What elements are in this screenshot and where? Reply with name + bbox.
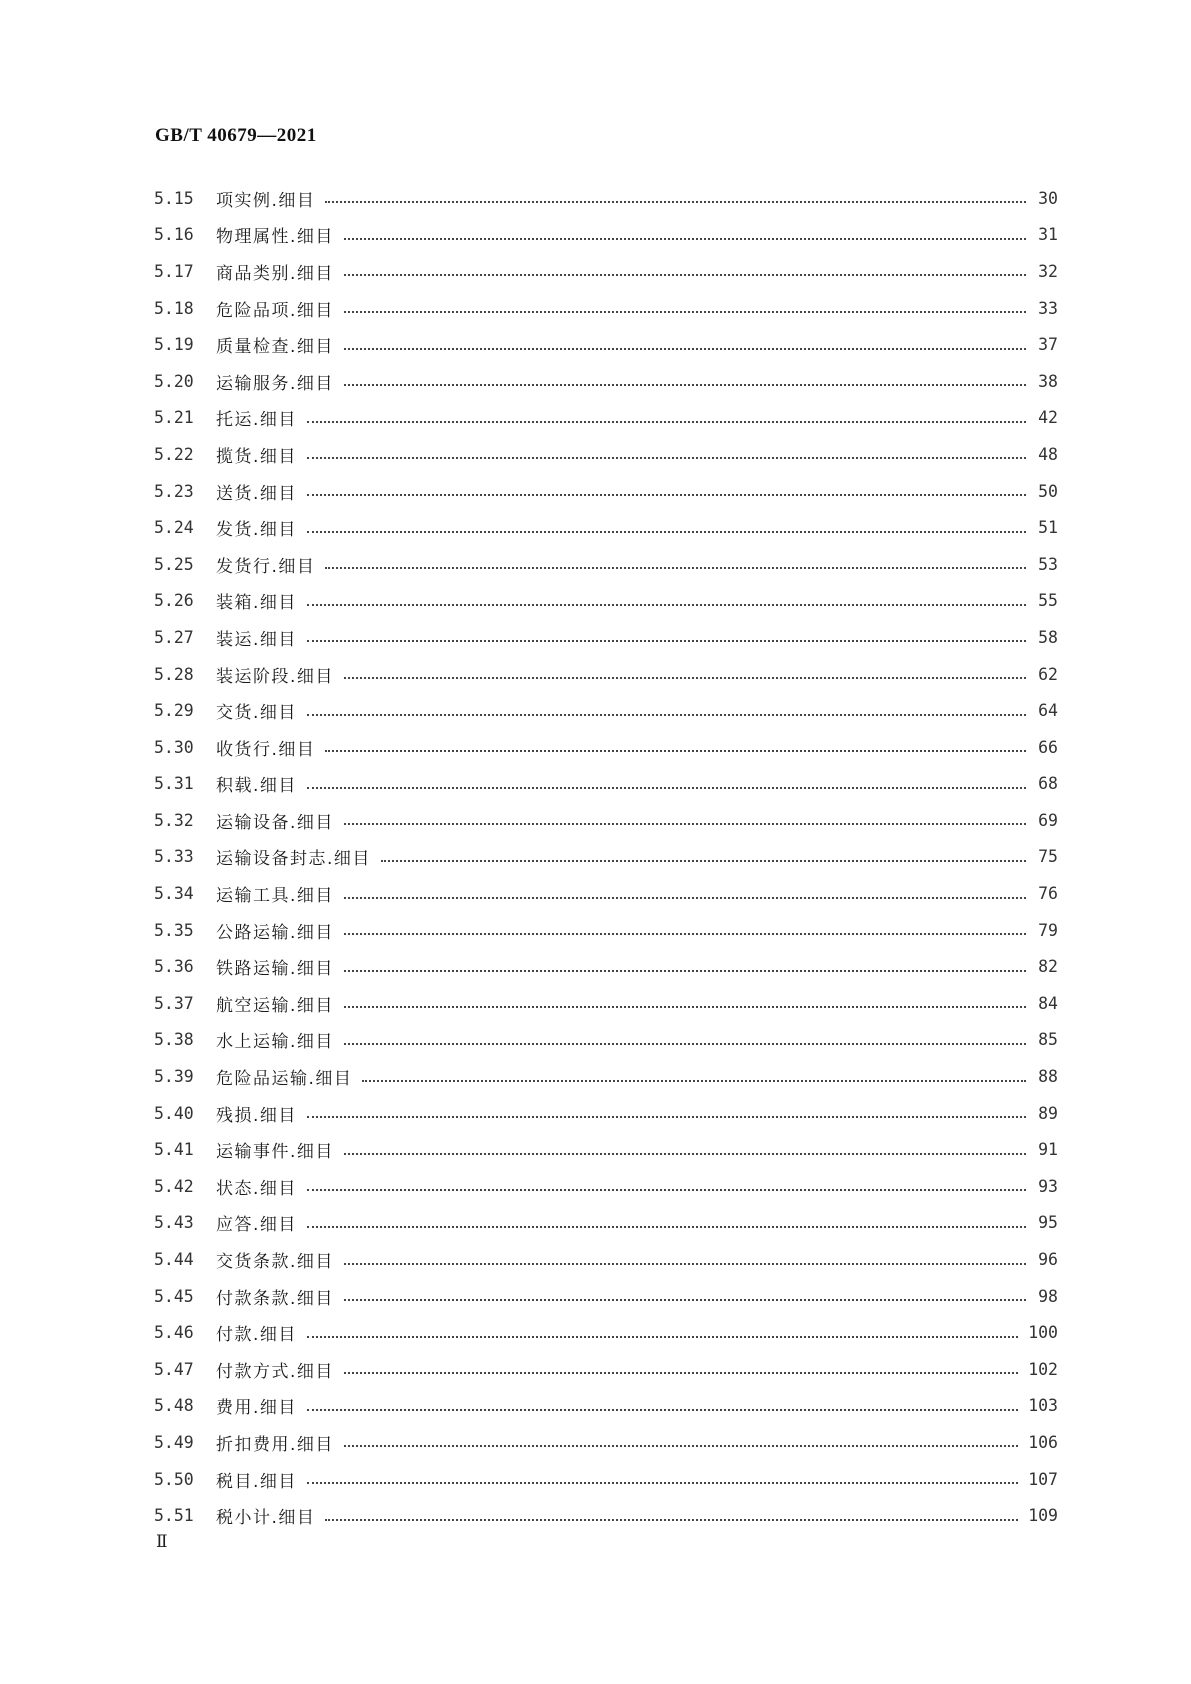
section-number: 5.32: [154, 810, 194, 830]
dot-leader: [325, 199, 1026, 203]
page-reference: 66: [1038, 737, 1058, 757]
section-number: 5.20: [154, 371, 194, 391]
toc-entry[interactable]: [154, 1131, 1058, 1168]
section-title: 送货.细目: [216, 483, 297, 504]
section-number: 5.46: [154, 1323, 194, 1343]
toc-entry[interactable]: [154, 583, 1058, 620]
dot-leader: [344, 895, 1026, 899]
section-number: 5.36: [154, 957, 194, 977]
section-number: 5.23: [154, 481, 194, 501]
section-number: 5.51: [154, 1506, 194, 1526]
section-number: 5.25: [154, 554, 194, 574]
section-title: 付款条款.细目: [216, 1288, 334, 1309]
dot-leader: [325, 565, 1026, 569]
section-title: 质量检查.细目: [216, 337, 334, 358]
page-reference: 93: [1038, 1176, 1058, 1196]
section-number: 5.18: [154, 298, 194, 318]
dot-leader: [325, 1517, 1018, 1521]
page-reference: 55: [1038, 591, 1058, 611]
page-reference: 50: [1038, 481, 1058, 501]
toc-entry[interactable]: [154, 1205, 1058, 1242]
section-title: 水上运输.细目: [216, 1032, 334, 1053]
dot-leader: [381, 858, 1026, 862]
dot-leader: [344, 272, 1026, 276]
section-title: 铁路运输.细目: [216, 959, 334, 980]
section-title: 费用.细目: [216, 1398, 297, 1419]
toc-entry[interactable]: [154, 1314, 1058, 1351]
section-number: 5.30: [154, 737, 194, 757]
section-number: 5.29: [154, 701, 194, 721]
section-number: 5.31: [154, 774, 194, 794]
standard-code-header: GB/T 40679—2021: [155, 125, 317, 146]
section-number: 5.50: [154, 1469, 194, 1489]
dot-leader: [307, 419, 1026, 423]
section-title: 商品类别.细目: [216, 263, 334, 284]
section-number: 5.44: [154, 1250, 194, 1270]
toc-entry[interactable]: [154, 1168, 1058, 1205]
section-number: 5.41: [154, 1140, 194, 1160]
page-reference: 53: [1038, 554, 1058, 574]
toc-entry[interactable]: [154, 985, 1058, 1022]
page-reference: 91: [1038, 1140, 1058, 1160]
page-reference: 42: [1038, 408, 1058, 428]
dot-leader: [307, 1407, 1018, 1411]
dot-leader: [307, 455, 1026, 459]
dot-leader: [307, 602, 1026, 606]
section-title: 运输设备.细目: [216, 812, 334, 833]
section-title: 交货条款.细目: [216, 1252, 334, 1273]
section-title: 运输工具.细目: [216, 886, 334, 907]
dot-leader: [307, 1114, 1026, 1118]
section-title: 危险品项.细目: [216, 300, 334, 321]
page-reference: 33: [1038, 298, 1058, 318]
toc-entry[interactable]: [154, 729, 1058, 766]
page-reference: 95: [1038, 1213, 1058, 1233]
section-number: 5.49: [154, 1432, 194, 1452]
section-title: 付款.细目: [216, 1325, 297, 1346]
toc-entry[interactable]: [154, 180, 1058, 217]
page-reference: 30: [1038, 188, 1058, 208]
section-title: 装运.细目: [216, 629, 297, 650]
page-reference: 37: [1038, 335, 1058, 355]
dot-leader: [344, 968, 1026, 972]
page-reference: 68: [1038, 774, 1058, 794]
page-reference: 32: [1038, 261, 1058, 281]
dot-leader: [344, 675, 1026, 679]
toc-entry[interactable]: [154, 619, 1058, 656]
page-reference: 100: [1028, 1323, 1058, 1343]
dot-leader: [307, 492, 1026, 496]
dot-leader: [344, 1443, 1018, 1447]
section-title: 税小计.细目: [216, 1508, 316, 1529]
section-title: 积载.细目: [216, 776, 297, 797]
toc-entry[interactable]: [154, 766, 1058, 803]
section-title: 收货行.细目: [216, 739, 316, 760]
section-number: 5.42: [154, 1176, 194, 1196]
toc-entry[interactable]: [154, 1424, 1058, 1461]
section-title: 揽货.细目: [216, 446, 297, 467]
section-title: 公路运输.细目: [216, 922, 334, 943]
page-reference: 64: [1038, 701, 1058, 721]
page-reference: 85: [1038, 1030, 1058, 1050]
page-reference: 82: [1038, 957, 1058, 977]
section-title: 发货.细目: [216, 520, 297, 541]
section-number: 5.27: [154, 627, 194, 647]
page-reference: 96: [1038, 1250, 1058, 1270]
section-number: 5.48: [154, 1396, 194, 1416]
section-number: 5.47: [154, 1359, 194, 1379]
section-title: 状态.细目: [216, 1178, 297, 1199]
section-title: 应答.细目: [216, 1215, 297, 1236]
dot-leader: [307, 712, 1026, 716]
page-reference: 88: [1038, 1067, 1058, 1087]
dot-leader: [344, 236, 1026, 240]
toc-entry[interactable]: [154, 1058, 1058, 1095]
section-number: 5.28: [154, 664, 194, 684]
dot-leader: [344, 821, 1026, 825]
section-title: 残损.细目: [216, 1105, 297, 1126]
dot-leader: [307, 638, 1026, 642]
toc-entry[interactable]: [154, 1095, 1058, 1132]
table-of-contents: [154, 180, 1058, 1534]
section-number: 5.37: [154, 993, 194, 1013]
toc-entry[interactable]: [154, 656, 1058, 693]
toc-entry[interactable]: [154, 948, 1058, 985]
toc-entry[interactable]: [154, 692, 1058, 729]
page-reference: 75: [1038, 847, 1058, 867]
section-title: 运输服务.细目: [216, 373, 334, 394]
toc-entry[interactable]: [154, 290, 1058, 327]
toc-entry[interactable]: [154, 363, 1058, 400]
dot-leader: [344, 1261, 1026, 1265]
section-title: 装箱.细目: [216, 593, 297, 614]
toc-entry[interactable]: [154, 217, 1058, 254]
toc-entry[interactable]: [154, 473, 1058, 510]
dot-leader: [344, 346, 1026, 350]
section-number: 5.21: [154, 408, 194, 428]
dot-leader: [307, 1224, 1026, 1228]
page-number: Ⅱ: [156, 1532, 168, 1551]
section-number: 5.38: [154, 1030, 194, 1050]
page-reference: 69: [1038, 810, 1058, 830]
dot-leader: [344, 382, 1026, 386]
dot-leader: [325, 748, 1026, 752]
section-title: 运输设备封志.细目: [216, 849, 371, 870]
toc-entry[interactable]: [154, 400, 1058, 437]
section-title: 税目.细目: [216, 1471, 297, 1492]
dot-leader: [307, 1334, 1018, 1338]
toc-entry[interactable]: [154, 436, 1058, 473]
section-title: 航空运输.细目: [216, 995, 334, 1016]
dot-leader: [344, 1004, 1026, 1008]
dot-leader: [344, 309, 1026, 313]
page-reference: 58: [1038, 627, 1058, 647]
section-number: 5.26: [154, 591, 194, 611]
page-reference: 31: [1038, 225, 1058, 245]
dot-leader: [307, 1480, 1018, 1484]
toc-entry[interactable]: [154, 912, 1058, 949]
page-reference: 62: [1038, 664, 1058, 684]
dot-leader: [344, 1041, 1026, 1045]
toc-entry[interactable]: [154, 509, 1058, 546]
toc-entry[interactable]: [154, 1388, 1058, 1425]
section-number: 5.43: [154, 1213, 194, 1233]
dot-leader: [344, 1297, 1026, 1301]
section-title: 运输事件.细目: [216, 1142, 334, 1163]
toc-entry[interactable]: [154, 839, 1058, 876]
section-number: 5.35: [154, 920, 194, 940]
toc-entry[interactable]: [154, 1497, 1058, 1534]
toc-entry[interactable]: [154, 253, 1058, 290]
page-reference: 51: [1038, 518, 1058, 538]
section-title: 折扣费用.细目: [216, 1434, 334, 1455]
page-reference: 98: [1038, 1286, 1058, 1306]
section-number: 5.15: [154, 188, 194, 208]
toc-entry[interactable]: [154, 1278, 1058, 1315]
page-reference: 107: [1028, 1469, 1058, 1489]
section-title: 项实例.细目: [216, 190, 316, 211]
dot-leader: [344, 1151, 1026, 1155]
toc-entry[interactable]: [154, 1461, 1058, 1498]
dot-leader: [307, 1187, 1026, 1191]
section-number: 5.39: [154, 1067, 194, 1087]
section-title: 托运.细目: [216, 410, 297, 431]
section-title: 交货.细目: [216, 703, 297, 724]
section-title: 危险品运输.细目: [216, 1069, 353, 1090]
dot-leader: [362, 1078, 1026, 1082]
toc-entry[interactable]: [154, 326, 1058, 363]
page-reference: 102: [1028, 1359, 1058, 1379]
section-number: 5.19: [154, 335, 194, 355]
page-reference: 48: [1038, 444, 1058, 464]
dot-leader: [344, 1370, 1018, 1374]
page-reference: 109: [1028, 1506, 1058, 1526]
section-title: 物理属性.细目: [216, 227, 334, 248]
section-number: 5.22: [154, 444, 194, 464]
toc-entry[interactable]: [154, 1241, 1058, 1278]
section-number: 5.45: [154, 1286, 194, 1306]
dot-leader: [344, 931, 1026, 935]
toc-entry[interactable]: [154, 875, 1058, 912]
section-number: 5.33: [154, 847, 194, 867]
dot-leader: [307, 785, 1026, 789]
section-title: 发货行.细目: [216, 556, 316, 577]
section-title: 装运阶段.细目: [216, 666, 334, 687]
page-reference: 76: [1038, 884, 1058, 904]
section-number: 5.40: [154, 1103, 194, 1123]
dot-leader: [307, 529, 1026, 533]
toc-entry[interactable]: [154, 802, 1058, 839]
section-number: 5.24: [154, 518, 194, 538]
page-reference: 106: [1028, 1432, 1058, 1452]
toc-entry[interactable]: [154, 1351, 1058, 1388]
page-reference: 38: [1038, 371, 1058, 391]
page-reference: 89: [1038, 1103, 1058, 1123]
toc-entry[interactable]: [154, 1022, 1058, 1059]
toc-entry[interactable]: [154, 546, 1058, 583]
page-reference: 79: [1038, 920, 1058, 940]
section-title: 付款方式.细目: [216, 1361, 334, 1382]
section-number: 5.34: [154, 884, 194, 904]
page-reference: 103: [1028, 1396, 1058, 1416]
section-number: 5.17: [154, 261, 194, 281]
section-number: 5.16: [154, 225, 194, 245]
page-reference: 84: [1038, 993, 1058, 1013]
